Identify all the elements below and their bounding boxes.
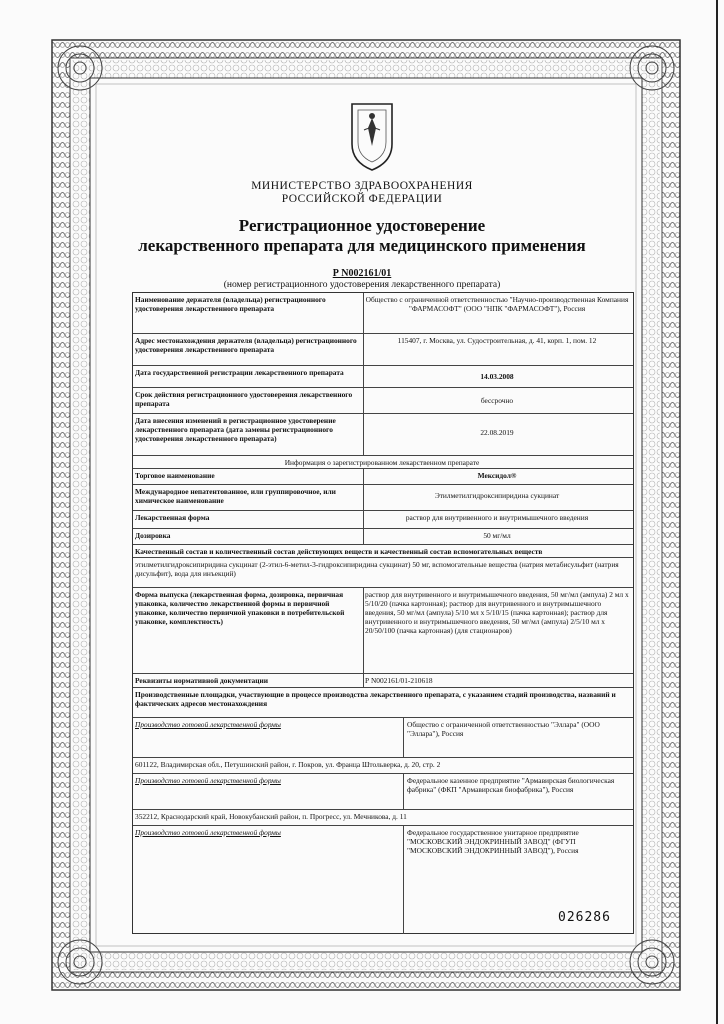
table-row-holder	[133, 293, 633, 333]
site1-stage: Производство готовой лекарственной формы	[135, 720, 281, 729]
registration-number: Р N002161/01	[332, 268, 392, 279]
table-row-dose	[133, 528, 633, 544]
table-row-dosage-form	[133, 510, 633, 528]
trade-name-value: Мексидол®	[477, 471, 517, 480]
trade-name-label: Торговое наименование	[135, 471, 215, 480]
table-row-composition-heading	[133, 544, 633, 557]
address-label: Адрес местонахождения держателя (владельца) регистрационного удостоверения лекарственного препарата	[135, 336, 357, 354]
site2-stage: Производство готовой лекарственной формы	[135, 776, 281, 785]
table-row-normative-docs	[133, 673, 633, 687]
table-row-trade-name	[133, 468, 633, 484]
site2-address: 352212, Краснодарский край, Новокубанский район, п. Прогресс, ул. Мечникова, д. 11	[135, 812, 407, 821]
reg-date-value: 14.03.2008	[480, 372, 514, 381]
document-title-line1: Регистрационное удостоверение	[238, 216, 486, 235]
table-row-release-form	[133, 587, 633, 673]
sites-heading: Производственные площадки, участвующие в процессе производства лекарственного препарата, с указанием стадий производства, названий и фактических адресов местонахождения	[135, 690, 616, 708]
table-row-sites-heading	[133, 687, 633, 717]
site3-company: Федеральное государственное унитарное предприятие "МОСКОВСКИЙ ЭНДОКРИННЫЙ ЗАВОД" (ФГУП "МОСКОВСКИЙ ЭНДОКРИННЫЙ ЗАВОД"), Россия	[407, 828, 579, 855]
normative-docs-value: Р N002161/01-210618	[365, 676, 433, 685]
dose-label: Дозировка	[135, 531, 171, 540]
release-form-value: раствор для внутривенного и внутримышечного введения, 50 мг/мл (ампула) 2 мл x 5/10/20 (пачка картонная); раствор для внутривенного и внутримышечного введения, 50 мг/мл (ампула) 5/10 мл x 5/10/15 (пачка картонная); раствор для внутривенного и внутримышечного введения, 50 мг/мл (ампула) 2/5/10 мл x 20/50/100 (пачка картонная) (для стационаров)	[365, 590, 629, 635]
ministry-name-line1: МИНИСТЕРСТВО ЗДРАВООХРАНЕНИЯ	[251, 180, 473, 192]
form-serial-number: 026286	[558, 910, 611, 925]
table-row-changes	[133, 413, 633, 455]
document-title-line2: лекарственного препарата для медицинского применения	[138, 236, 586, 255]
site1-company: Общество с ограниченной ответственностью "Эллара" (ООО "Эллара"), Россия	[407, 720, 600, 738]
site1-address: 601122, Владимирская обл., Петушинский район, г. Покров, ул. Франца Штольверка, д. 20, стр. 2	[135, 760, 441, 769]
ministry-name-line2: РОССИЙСКОЙ ФЕДЕРАЦИИ	[281, 193, 443, 205]
composition-text: этилметилгидроксипиридина сукцинат (2-этил-6-метил-3-гидроксипиридина сукцинат) 50 мг, вспомогательные вещества (натрия метабисульфит (натрия дисульфит), вода для инъекций)	[135, 560, 619, 578]
table-row-site1-address	[133, 757, 633, 773]
table-row-site2-address	[133, 809, 633, 825]
dose-value: 50 мг/мл	[483, 531, 511, 540]
table-row-composition	[133, 557, 633, 587]
site3-stage: Производство готовой лекарственной формы	[135, 828, 281, 837]
normative-docs-label: Реквизиты нормативной документации	[135, 676, 269, 685]
inn-value: Этилметилгидроксипиридина сукцинат	[434, 491, 560, 500]
dosage-form-label: Лекарственная форма	[135, 513, 210, 522]
table-row-info-heading	[133, 455, 633, 468]
table-row-validity	[133, 387, 633, 413]
reg-date-label: Дата государственной регистрации лекарственного препарата	[135, 368, 344, 377]
site2-company: Федеральное казенное предприятие "Армавирская биологическая фабрика" (ФКП "Армавирская биофабрика"), Россия	[407, 776, 615, 794]
inn-label: Международное непатентованное, или группировочное, или химическое наименование	[135, 487, 336, 505]
holder-value: Общество с ограниченной ответственностью "Научно-производственная Компания "ФАРМАСОФТ" (ООО "НПК "ФАРМАСОФТ"), Россия	[365, 295, 629, 313]
registration-number-caption: (номер регистрационного удостоверения лекарственного препарата)	[223, 280, 501, 290]
table-row-site1	[133, 717, 633, 757]
holder-label: Наименование держателя (владельца) регистрационного удостоверения лекарственного препарата	[135, 295, 326, 313]
validity-label: Срок действия регистрационного удостоверения лекарственного препарата	[135, 390, 353, 408]
info-heading: Информация о зарегистрированном лекарственном препарате	[284, 458, 480, 467]
changes-value: 22.08.2019	[480, 428, 514, 437]
table-row-site2	[133, 773, 633, 809]
table-row-inn	[133, 484, 633, 510]
table-row-reg-date	[133, 365, 633, 387]
registration-table	[132, 292, 634, 934]
composition-heading: Качественный состав и количественный состав действующих веществ и качественный состав вспомогательных веществ	[135, 547, 543, 556]
table-row-address	[133, 333, 633, 365]
release-form-label: Форма выпуска (лекарственная форма, дозировка, первичная упаковка, количество лекарственной формы в первичной упаковке, количество первичной упаковки в потребительской упаковке, комплектность)	[135, 590, 345, 626]
changes-label: Дата внесения изменений в регистрационное удостоверение лекарственного препарата (дата замены регистрационного удостоверения лекарственного препарата)	[135, 416, 336, 443]
dosage-form-value: раствор для внутривенного и внутримышечного введения	[405, 513, 589, 522]
address-value: 115407, г. Москва, ул. Судостроительная, д. 41, корп. 1, пом. 12	[397, 336, 597, 345]
state-emblem-icon	[346, 100, 398, 172]
validity-value: бессрочно	[480, 396, 514, 405]
